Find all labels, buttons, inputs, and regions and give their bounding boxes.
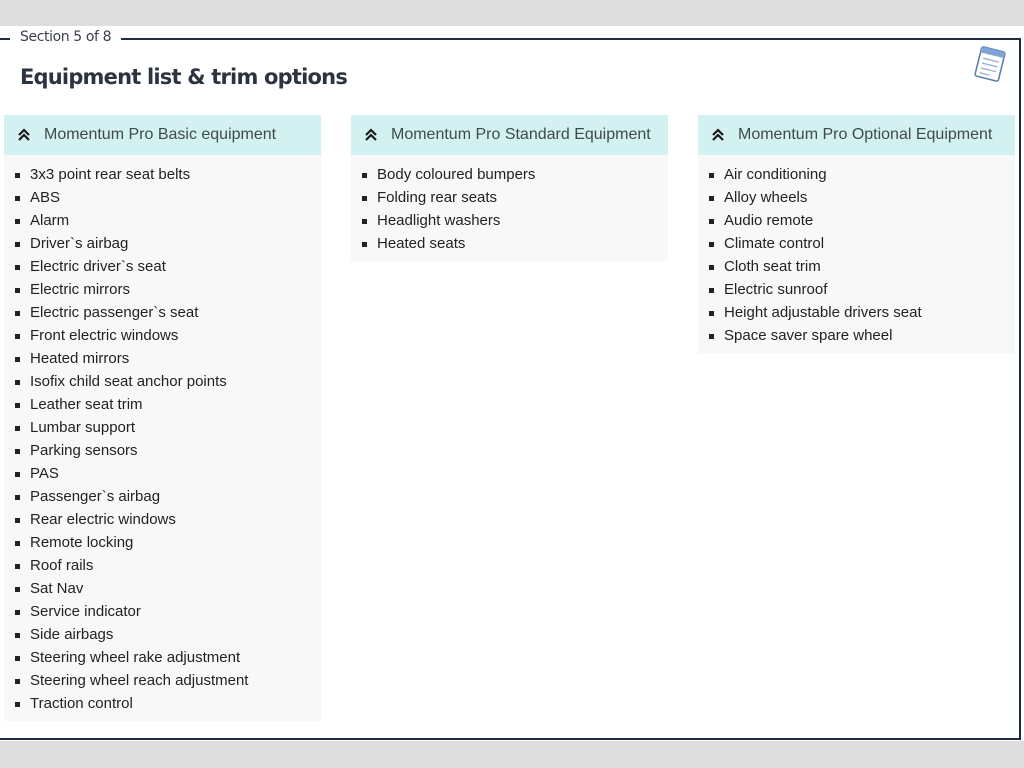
list-item: Electric mirrors xyxy=(4,278,321,301)
list-item: Sat Nav xyxy=(4,577,321,600)
double-chevron-up-icon[interactable] xyxy=(4,115,44,155)
list-item: Body coloured bumpers xyxy=(351,163,668,186)
list-item: Air conditioning xyxy=(698,163,1015,186)
document-list-icon[interactable] xyxy=(970,44,1010,84)
list-item: Leather seat trim xyxy=(4,393,321,416)
panel-title: Momentum Pro Standard Equipment xyxy=(391,126,651,143)
list-item: Audio remote xyxy=(698,209,1015,232)
panel-standard-equipment xyxy=(351,115,668,261)
list-item: Electric passenger`s seat xyxy=(4,301,321,324)
list-item: PAS xyxy=(4,462,321,485)
list-item: Passenger`s airbag xyxy=(4,485,321,508)
list-item: ABS xyxy=(4,186,321,209)
panel-header-standard[interactable] xyxy=(351,115,668,155)
list-item: Electric driver`s seat xyxy=(4,255,321,278)
list-item: Folding rear seats xyxy=(351,186,668,209)
panel-title: Momentum Pro Basic equipment xyxy=(44,126,277,143)
list-item: Climate control xyxy=(698,232,1015,255)
list-item: Isofix child seat anchor points xyxy=(4,370,321,393)
list-item: Heated mirrors xyxy=(4,347,321,370)
list-item: Driver`s airbag xyxy=(4,232,321,255)
panel-optional-equipment xyxy=(698,115,1015,353)
list-item: Steering wheel reach adjustment xyxy=(4,669,321,692)
list-item: Height adjustable drivers seat xyxy=(698,301,1015,324)
list-item: Electric sunroof xyxy=(698,278,1015,301)
list-item: Rear electric windows xyxy=(4,508,321,531)
list-item: Lumbar support xyxy=(4,416,321,439)
list-item: Roof rails xyxy=(4,554,321,577)
panel-title: Momentum Pro Optional Equipment xyxy=(738,126,993,143)
panel-basic-equipment xyxy=(4,115,321,721)
double-chevron-up-icon[interactable] xyxy=(698,115,738,155)
list-item: Service indicator xyxy=(4,600,321,623)
content-frame xyxy=(0,26,1024,741)
list-item: 3x3 point rear seat belts xyxy=(4,163,321,186)
list-item: Parking sensors xyxy=(4,439,321,462)
list-item: Steering wheel rake adjustment xyxy=(4,646,321,669)
list-item: Space saver spare wheel xyxy=(698,324,1015,347)
list-item: Side airbags xyxy=(4,623,321,646)
equipment-list xyxy=(698,155,1015,353)
list-item: Traction control xyxy=(4,692,321,715)
panel-header-optional[interactable] xyxy=(698,115,1015,155)
equipment-list xyxy=(351,155,668,261)
list-item: Remote locking xyxy=(4,531,321,554)
equipment-list xyxy=(4,155,321,721)
list-item: Alloy wheels xyxy=(698,186,1015,209)
list-item: Alarm xyxy=(4,209,321,232)
list-item: Cloth seat trim xyxy=(698,255,1015,278)
double-chevron-up-icon[interactable] xyxy=(351,115,391,155)
list-item: Headlight washers xyxy=(351,209,668,232)
section-indicator: Section 5 of 8 xyxy=(10,26,121,48)
page-title: Equipment list & trim options xyxy=(20,65,348,89)
list-item: Front electric windows xyxy=(4,324,321,347)
list-item: Heated seats xyxy=(351,232,668,255)
panel-header-basic[interactable] xyxy=(4,115,321,155)
